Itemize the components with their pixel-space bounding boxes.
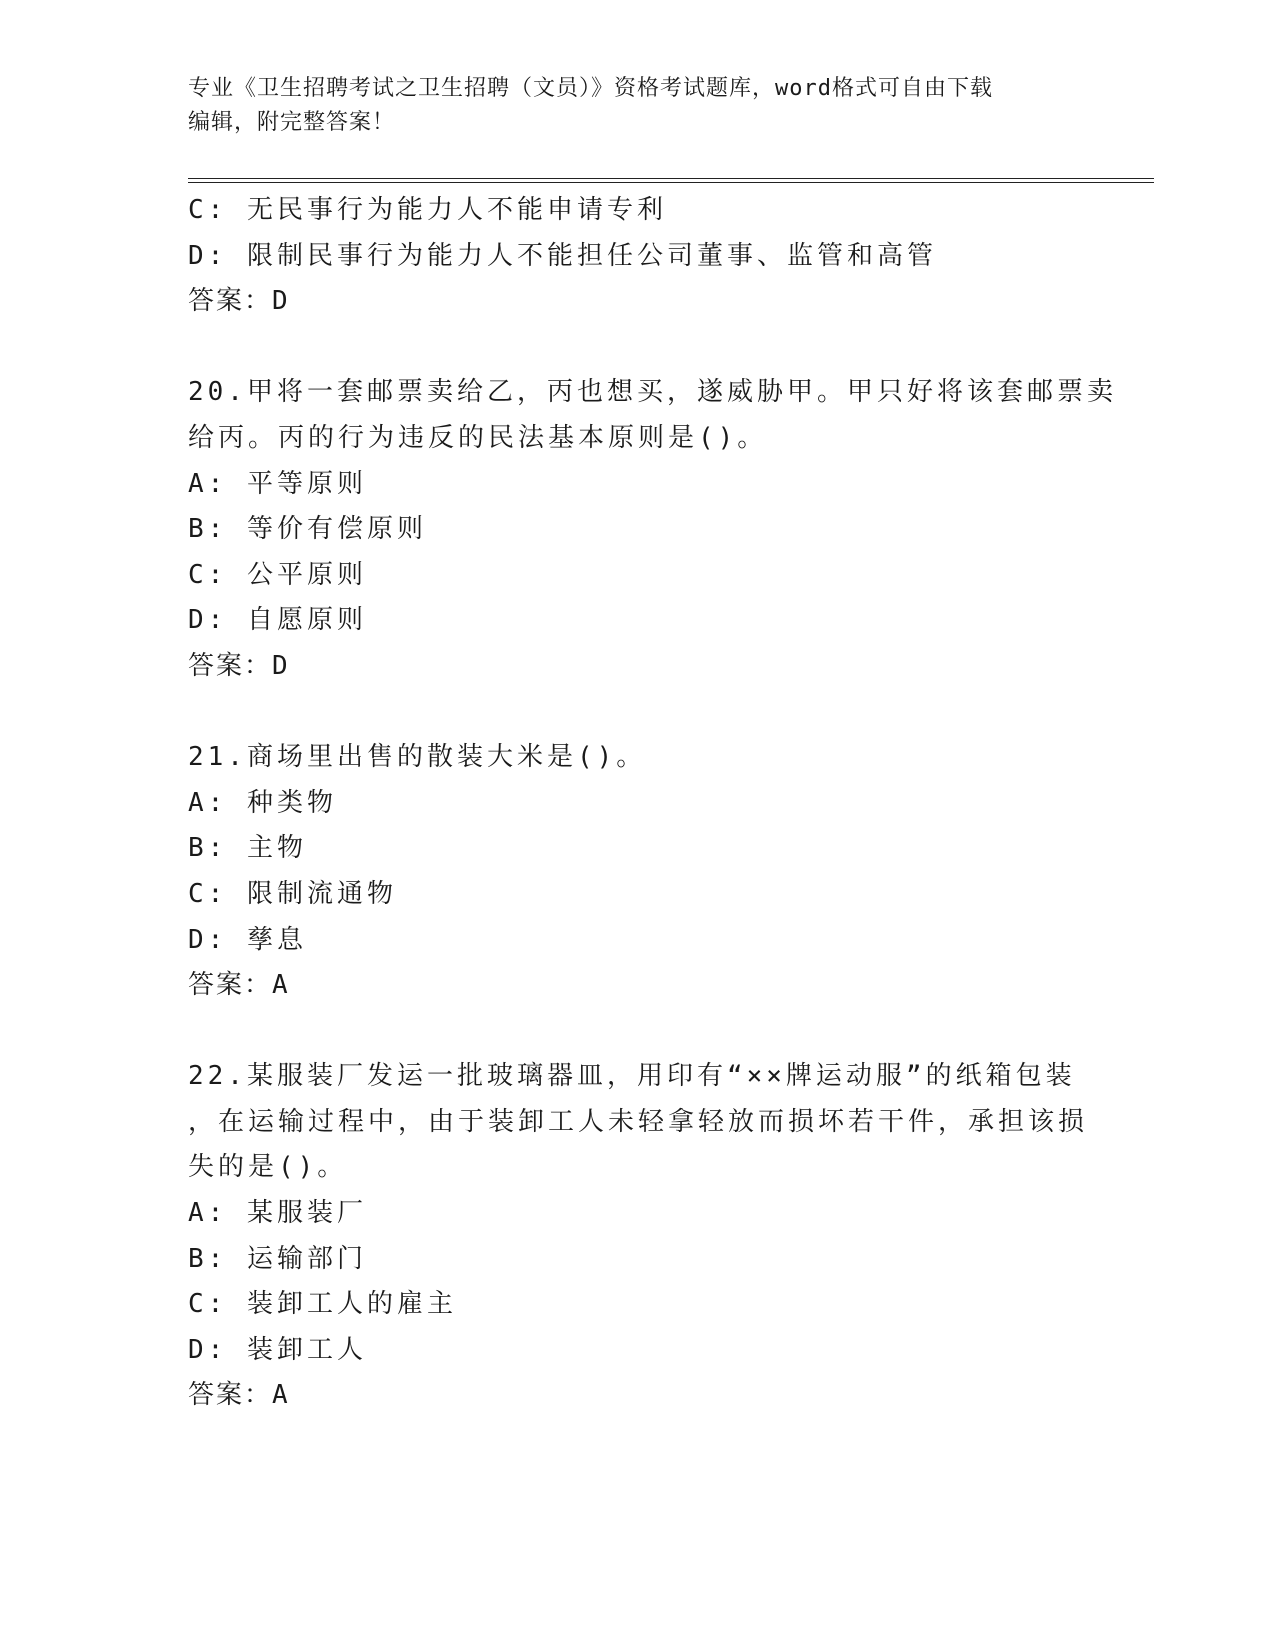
option-c: C: 装卸工人的雇主 [188,1289,457,1320]
answer-line: 答案：D [188,650,290,681]
spacer [188,690,1088,736]
option-d: D: 限制民事行为能力人不能担任公司董事、监管和高管 [188,240,937,271]
option-d: D: 自愿原则 [188,605,367,636]
option-a: A: 某服装厂 [188,1198,367,1229]
question-stem-line: 给丙。丙的行为违反的民法基本原则是()。 [188,422,768,453]
header-note-line-2: 编辑，附完整答案！ [188,110,396,135]
question-content [188,188,1117,1419]
question-stem-line: 失的是()。 [188,1152,348,1183]
option-b: B: 主物 [188,833,307,864]
answer-line: 答案：A [188,1380,290,1411]
answer-line: 答案：A [188,970,290,1001]
option-c: C: 无民事行为能力人不能申请专利 [188,195,667,225]
header-divider-top [188,178,1154,179]
question-stem-line: 20.甲将一套邮票卖给乙，丙也想买，遂威胁甲。甲只好将该套邮票卖 [188,377,1117,408]
option-b: B: 等价有偿原则 [188,514,427,545]
option-d: D: 装卸工人 [188,1334,367,1365]
option-b: B: 运输部门 [188,1243,367,1274]
answer-line: 答案：D [188,286,290,317]
option-c: C: 公平原则 [188,559,367,590]
spacer [188,1009,1088,1055]
question-stem-line: ，在运输过程中，由于装卸工人未轻拿轻放而损坏若干件，承担该损 [188,1106,1089,1137]
header-note-line-1: 专业《卫生招聘考试之卫生招聘（文员）》资格考试题库，word格式可自由下载 [188,76,993,101]
spacer [188,325,1088,371]
option-d: D: 孳息 [188,924,307,955]
option-c: C: 限制流通物 [188,878,397,909]
question-block-21 [188,735,1088,1009]
question-block-22 [188,1054,1088,1419]
header-divider-bottom [188,182,1154,183]
option-a: A: 平等原则 [188,468,367,499]
question-stem-line: 22.某服装厂发运一批玻璃器皿，用印有“××牌运动服”的纸箱包装 [188,1061,1076,1092]
prev-question-block [188,188,1088,325]
question-block-20 [188,370,1117,689]
question-stem-line: 21.商场里出售的散装大米是()。 [188,742,647,773]
option-a: A: 种类物 [188,787,337,818]
header-note [188,72,1088,140]
